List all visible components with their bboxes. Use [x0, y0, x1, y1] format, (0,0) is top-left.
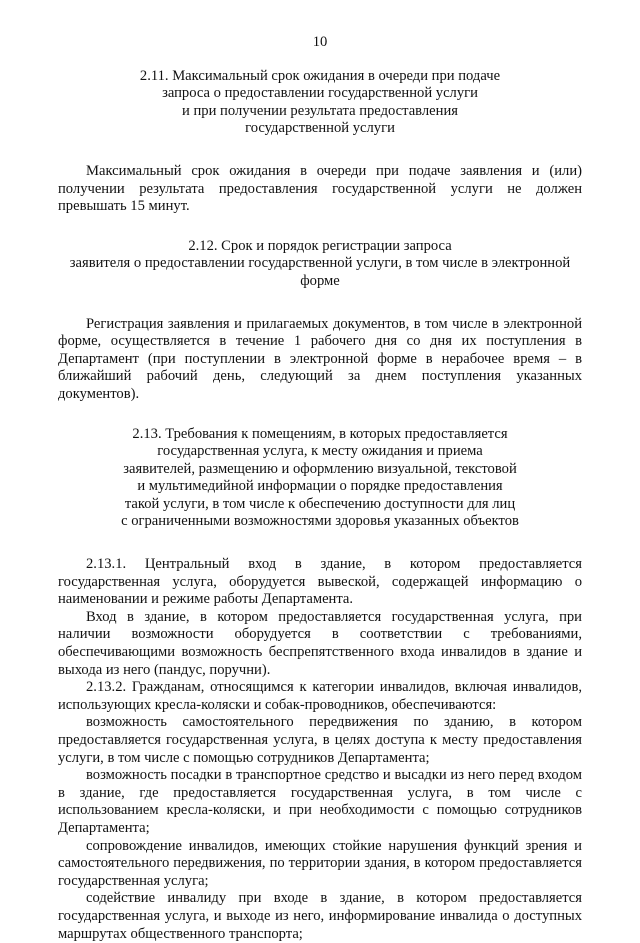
heading-line: и при получении результата предоставления [58, 103, 582, 121]
paragraph: Регистрация заявления и прилагаемых документов, в том числе в электронной форме, осуществляется в течение 1 рабочего дня со дня их поступления в Департамент (при поступлении в электронной форме в нерабочее время – в ближайший рабочий день, следующий за днем поступления указанных документов). [58, 316, 582, 404]
heading-line: заявителей, размещению и оформлению визуальной, текстовой [58, 461, 582, 479]
heading-line: государственной услуги [58, 120, 582, 138]
heading-line: 2.11. Максимальный срок ожидания в очереди при подаче [58, 68, 582, 86]
heading-line: государственная услуга, к месту ожидания и приема [58, 443, 582, 461]
section-2-12 [58, 238, 582, 404]
heading-line: такой услуги, в том числе к обеспечению доступности для лиц [58, 496, 582, 514]
heading-line: 2.13. Требования к помещениям, в которых предоставляется [58, 426, 582, 444]
paragraph: 2.13.2. Гражданам, относящимся к категории инвалидов, включая инвалидов, использующих кресла-коляски и собак-проводников, обеспечиваются: [58, 679, 582, 714]
heading-line: запроса о предоставлении государственной услуги [58, 85, 582, 103]
section-2-11 [58, 68, 582, 216]
section-2-13 [58, 426, 582, 943]
section-heading [58, 68, 582, 138]
heading-line: 2.12. Срок и порядок регистрации запроса [58, 238, 582, 256]
section-heading [58, 426, 582, 532]
paragraph: сопровождение инвалидов, имеющих стойкие нарушения функций зрения и самостоятельного передвижения, по территории здания, в котором предоставляется государственная услуга; [58, 838, 582, 891]
paragraph: содействие инвалиду при входе в здание, в котором предоставляется государственная услуга, и выходе из него, информирование инвалида о доступных маршрутах общественного транспорта; [58, 890, 582, 943]
paragraph: Вход в здание, в котором предоставляется государственная услуга, при наличии возможности оборудуется в соответствии с требованиями, обеспечивающими возможность беспрепятственного входа инвалидов в здание и выхода из него (пандус, поручни). [58, 609, 582, 679]
section-heading [58, 238, 582, 291]
paragraph: возможность самостоятельного передвижения по зданию, в котором предоставляется государственная услуга, в целях доступа к месту предоставления услуги, в том числе с помощью сотрудников Департамента; [58, 714, 582, 767]
paragraph: Максимальный срок ожидания в очереди при подаче заявления и (или) получении результата предоставления государственной услуги не должен превышать 15 минут. [58, 163, 582, 216]
heading-line: форме [58, 273, 582, 291]
paragraph: 2.13.1. Центральный вход в здание, в котором предоставляется государственная услуга, оборудуется вывеской, содержащей информацию о наименовании и режиме работы Департамента. [58, 556, 582, 609]
heading-line: заявителя о предоставлении государственной услуги, в том числе в электронной [58, 255, 582, 273]
page-number: 10 [58, 34, 582, 52]
heading-line: с ограниченными возможностями здоровья указанных объектов [58, 513, 582, 531]
heading-line: и мультимедийной информации о порядке предоставления [58, 478, 582, 496]
paragraph: возможность посадки в транспортное средство и высадки из него перед входом в здание, где предоставляется государственная услуга, в том числе с использованием кресла-коляски, и при необходимости с помощью сотрудников Департамента; [58, 767, 582, 837]
